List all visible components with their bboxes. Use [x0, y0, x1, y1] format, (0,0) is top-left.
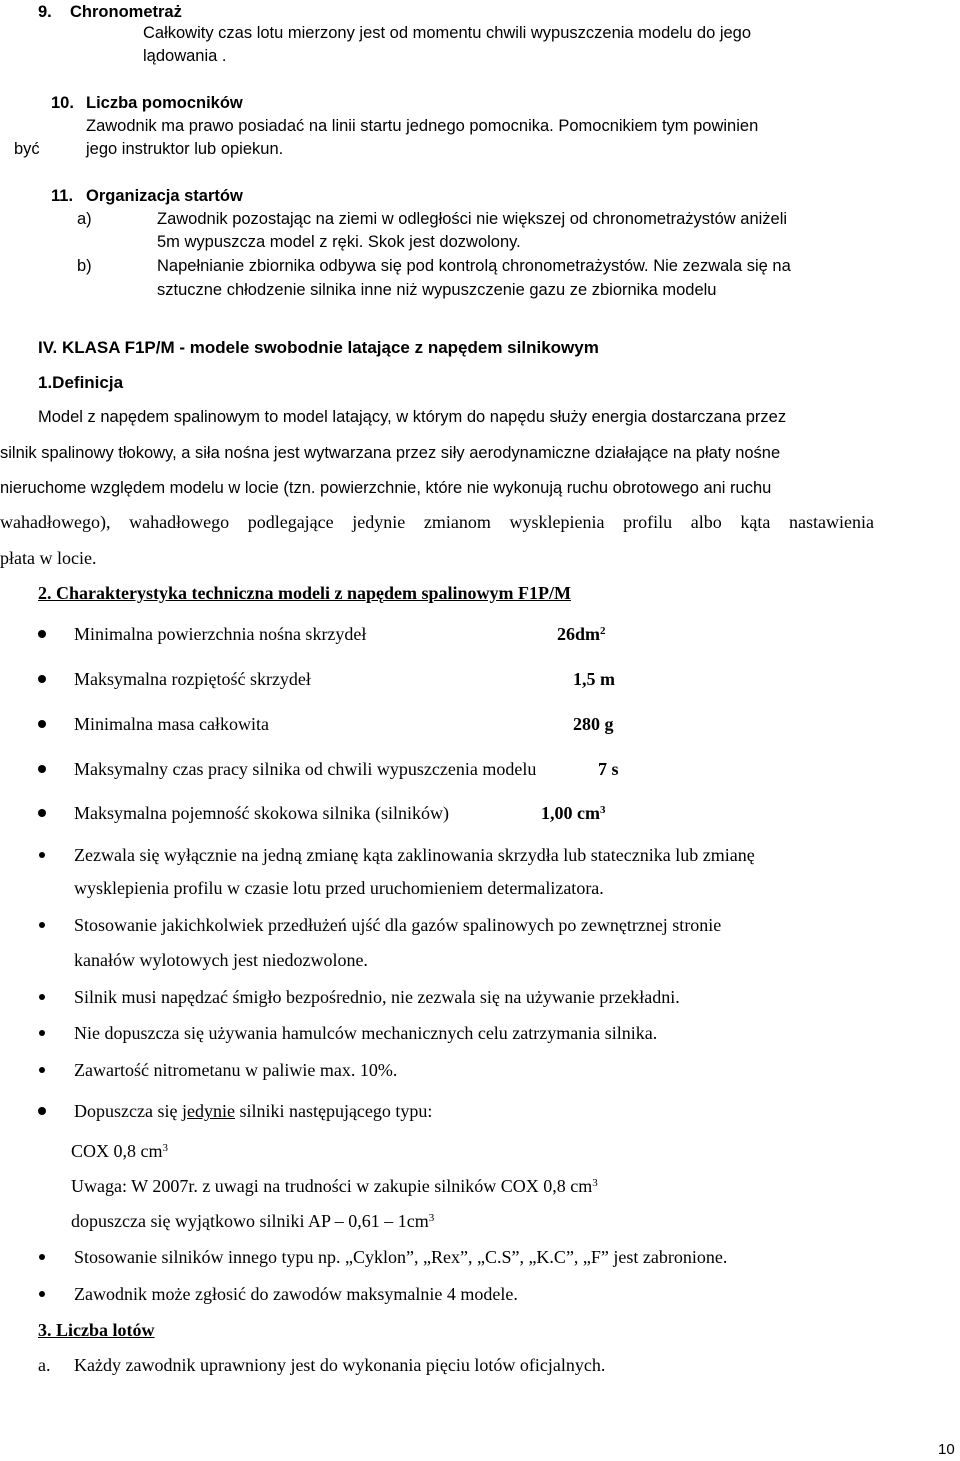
definition-line3: nieruchome względem modelu w locie (tzn. powierzchnie, które nie wykonują ruchu obrotowego ani ruchu	[0, 479, 772, 497]
cox-engine: COX 0,8 $cm^3$	[71, 1141, 168, 1161]
spec-label: Maksymalny czas pracy silnika od chwili wypuszczenia modelu	[74, 759, 537, 779]
section-11-b-line1: Napełnianie zbiornika odbywa się pod kontrolą chronometrażystów. Nie zezwala się na	[157, 257, 791, 275]
rule1-line2: wysklepienia profilu w czasie lotu przed uruchomieniem determalizatora.	[74, 878, 604, 898]
bullet-icon	[38, 630, 46, 638]
spec-value: 7 s	[598, 759, 619, 779]
bullet-icon	[39, 922, 45, 928]
section-11-a-line1: Zawodnik pozostając na ziemi w odległości nie większej od chronometrażystów aniżeli	[157, 210, 788, 228]
flights-title: 3. Liczba lotów	[38, 1320, 155, 1340]
spec-label: Minimalna masa całkowita	[74, 714, 269, 734]
section-10-text-line2: jego instruktor lub opiekun.	[86, 140, 284, 158]
note-line1: Uwaga: W 2007r. z uwagi na trudności w zakupie silników COX 0,8 $cm^3$	[71, 1176, 598, 1196]
bullet-icon	[38, 720, 46, 728]
section-9-number: 9.	[38, 3, 52, 21]
rule3: Silnik musi napędzać śmigło bezpośrednio, nie zezwala się na używanie przekładni.	[74, 987, 680, 1007]
bullet-icon	[39, 852, 45, 858]
section-10-number: 10.	[51, 94, 74, 112]
rule6: Dopuszcza się jedynie silniki następującego typu:	[74, 1101, 433, 1121]
bullet-icon	[39, 1067, 45, 1073]
section-10-title: Liczba pomocników	[86, 94, 243, 112]
bullet-icon	[39, 1291, 45, 1297]
tech-title: 2. Charakterystyka techniczna modeli z napędem spalinowym F1P/M	[38, 583, 571, 603]
bullet-icon	[39, 1254, 45, 1260]
spec-label: Maksymalna pojemność skokowa silnika (silników)	[74, 803, 449, 823]
rule8: Zawodnik może zgłosić do zawodów maksymalnie 4 modele.	[74, 1284, 518, 1304]
page-number: 10	[938, 1441, 955, 1458]
section-11-a-line2: 5m wypuszcza model z ręki. Skok jest dozwolony.	[157, 233, 521, 251]
section-9-text-line2: lądowania .	[143, 47, 227, 65]
spec-value: $26dm^2$	[557, 624, 606, 644]
rule2-line1: Stosowanie jakichkolwiek przedłużeń ujść dla gazów spalinowych po zewnętrznej stronie	[74, 915, 722, 935]
bullet-icon	[38, 765, 46, 773]
spec-label: Minimalna powierzchnia nośna skrzydeł	[74, 624, 367, 644]
bullet-icon	[38, 1107, 46, 1115]
flights-a-text: Każdy zawodnik uprawniony jest do wykonania pięciu lotów oficjalnych.	[74, 1355, 606, 1375]
definition-line1: Model z napędem spalinowym to model latający, w którym do napędu służy energia dostarczana przez	[38, 408, 787, 426]
section-11-title: Organizacja startów	[86, 187, 243, 205]
spec-value: 1,00 $cm^3$	[541, 803, 606, 823]
rule5: Zawartość nitrometanu w paliwie max. 10%.	[74, 1060, 398, 1080]
section-11-number: 11.	[51, 187, 74, 205]
section-9-text-line1: Całkowity czas lotu mierzony jest od momentu chwili wypuszczenia modelu do jego	[143, 24, 752, 42]
spec-value: 280 g	[573, 714, 614, 734]
section-11-a-label: a)	[77, 210, 92, 228]
rule2-line2: kanałów wylotowych jest niedozwolone.	[74, 950, 368, 970]
bullet-icon	[39, 994, 45, 1000]
definition-line5: płata w locie.	[0, 548, 97, 568]
flights-a-label: a.	[38, 1355, 51, 1375]
section-9-title: Chronometraż	[70, 3, 182, 21]
bullet-icon	[39, 1030, 45, 1036]
definition-line4: wahadłowego), wahadłowego podlegające jedynie zmianom wysklepienia profilu albo kąta nastawienia	[0, 512, 874, 532]
bullet-icon	[38, 675, 46, 683]
rule4: Nie dopuszcza się używania hamulców mechanicznych celu zatrzymania silnika.	[74, 1023, 658, 1043]
rule7: Stosowanie silników innego typu np. „Cyklon”, „Rex”, „C.S”, „K.C”, „F” jest zabronione.	[74, 1247, 728, 1267]
section-11-b-label: b)	[77, 257, 92, 275]
spec-label: Maksymalna rozpiętość skrzydeł	[74, 669, 311, 689]
section-11-b-line2: sztuczne chłodzenie silnika inne niż wypuszczenie gazu ze zbiornika modelu	[157, 281, 717, 299]
definition-title: 1.Definicja	[38, 373, 124, 392]
definition-line2: silnik spalinowy tłokowy, a siła nośna jest wytwarzana przez siły aerodynamiczne działające na płaty nośne	[0, 444, 781, 462]
spec-value: 1,5 m	[573, 669, 615, 689]
note-line2: dopuszcza się wyjątkowo silniki AP – $0,61 - 1cm^3$	[71, 1211, 435, 1231]
bullet-icon	[38, 809, 46, 817]
rule1-line1: Zezwala się wyłącznie na jedną zmianę kąta zaklinowania skrzydła lub statecznika lub zmianę	[74, 845, 755, 865]
section-10-text-line1: Zawodnik ma prawo posiadać na linii startu jednego pomocnika. Pomocnikiem tym powinien	[86, 117, 759, 135]
section-10-text-prefix: być	[14, 140, 40, 158]
class-heading: IV. KLASA F1P/M - modele swobodnie latające z napędem silnikowym	[38, 338, 599, 357]
